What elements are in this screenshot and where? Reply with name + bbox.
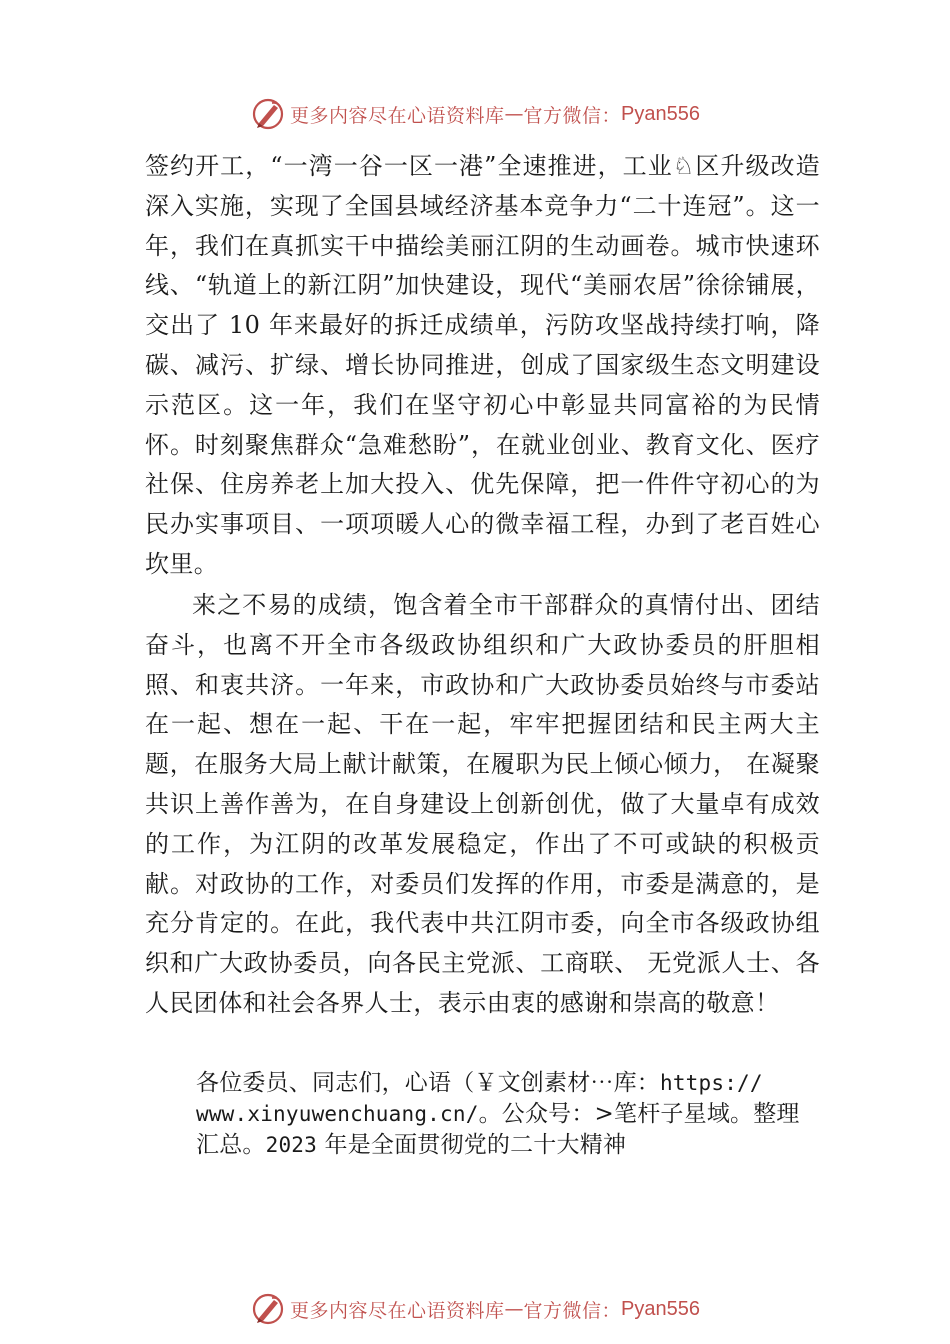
source-note [196, 1068, 826, 1161]
pen-logo-icon [250, 96, 286, 132]
banner-separator: — [504, 1298, 524, 1320]
note-year: 2023 [265, 1133, 317, 1157]
banner-title: 更多内容尽在心语资料库 [290, 104, 505, 127]
note-line3-rest: 年是全面贯彻党的二十大精神 [316, 1132, 627, 1158]
note-url: www.xinyuwenchuang.cn/ [196, 1102, 479, 1126]
banner-wechat-id: Pyan556 [621, 102, 700, 125]
note-url-prefix: https:// [660, 1071, 763, 1095]
banner-wechat-id: Pyan556 [621, 1297, 700, 1320]
banner-wechat-label: 官方微信： [523, 104, 622, 127]
note-line2-text: 。公众号：>笔杆子星域。整理 [478, 1101, 800, 1127]
footer-banner [0, 1289, 950, 1329]
header-banner [0, 94, 950, 134]
note-line1-text: 各位委员、同志们，心语（￥文创素材⋯库： [196, 1070, 660, 1096]
body-paragraph-2: 来之不易的成绩，饱含着全市干部群众的真情付出、团结奋斗，也离不开全市各级政协组织和广大政协委员的肝胆相照、和衷共济。一年来，市政协和广大政协委员始终与市委站在一起、想在一起、干在一起，牢牢把握团结和民主两大主题，在服务大局上献计献策，在履职为民上倾心倾力， 在凝聚共识上善作善为，在自身建设上创新创优，做了大量卓有成效的工作，为江阴的改革发展稳定，作出了不可或缺的积极贡献。对政协的工作，对委员们发挥的作用，市委是满意的，是充分肯定的。在此，我代表中共江阴市委，向全市各级政协组织和广大政协委员，向各民主党派、工商联、 无党派人士、各人民团体和社会各界人士，表示由衷的感谢和崇高的敬意！ [145, 591, 820, 1017]
note-line3-text: 汇总。 [196, 1132, 266, 1158]
banner-wechat-label: 官方微信： [523, 1299, 622, 1322]
body-paragraph-1: 签约开工，“一湾一谷一区一港”全速推进，工业♘区升级改造深入实施，实现了全国县域经济基本竞争力“二十连冠”。这一年，我们在真抓实干中描绘美丽江阴的生动画卷。城市快速环线、“轨道上的新江阴”加快建设，现代“美丽农居”徐徐铺展，交出了 10 年来最好的拆迁成绩单，污防攻坚战持续打响，降碳、减污、扩绿、增长协同推进，创成了国家级生态文明建设示范区。这一年，我们在坚守初心中彰显共同富裕的为民情怀。时刻聚焦群众“急难愁盼”，在就业创业、教育文化、医疗社保、住房养老上加大投入、优先保障，把一件件守初心的为民办实事项目、一项项暖人心的微幸福工程，办到了老百姓心坎里。 [145, 152, 820, 578]
banner-title: 更多内容尽在心语资料库 [290, 1299, 505, 1322]
banner-separator: — [504, 103, 524, 125]
pen-logo-icon [250, 1291, 286, 1327]
